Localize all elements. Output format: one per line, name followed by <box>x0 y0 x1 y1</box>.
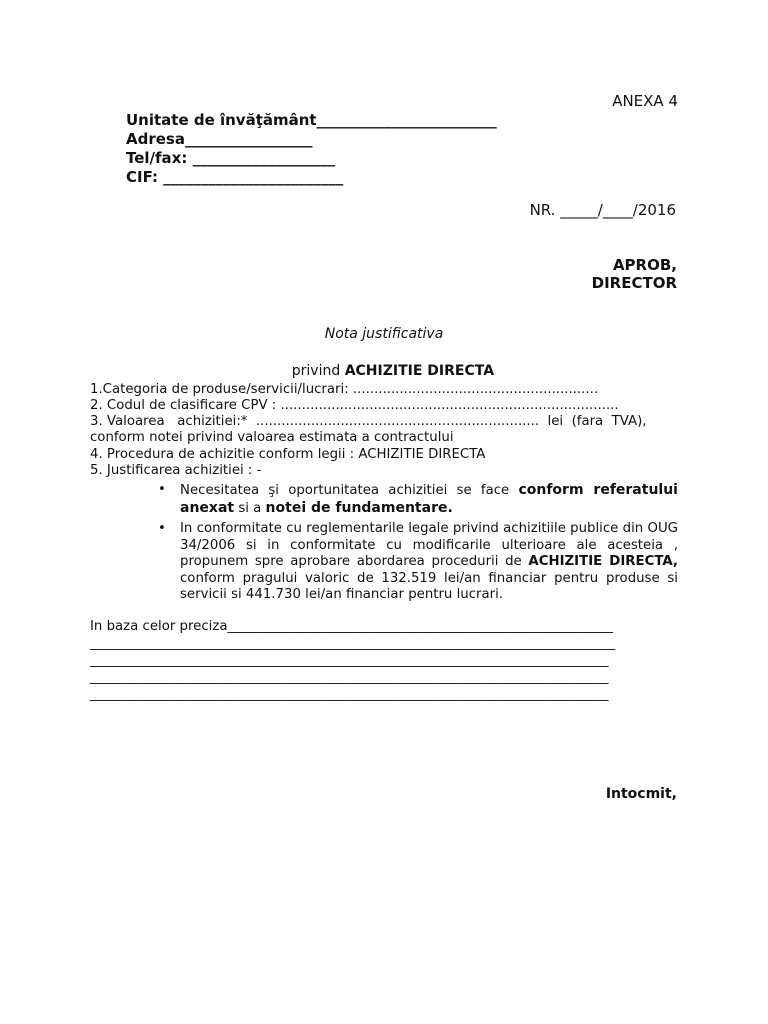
bullet-emphasis: ACHIZITIE DIRECTA, <box>528 554 678 569</box>
annex-label: ANEXA 4 <box>612 92 678 110</box>
cif-field: CIF: ________________________ <box>126 168 344 186</box>
registration-number: NR. _____/____/2016 <box>529 201 676 219</box>
phone-fax-field: Tel/fax: ___________________ <box>126 149 336 167</box>
field-procedure: 4. Procedura de achizitie conform legii : ACHIZITIE DIRECTA <box>90 447 486 462</box>
bullet-icon: • <box>158 521 166 536</box>
list-item <box>158 521 678 604</box>
basis-line: _______________________________________________________________________________ <box>90 636 616 651</box>
bullet-text: Necesitatea şi oportunitatea achizitiei se face <box>180 483 519 498</box>
subtitle-procedure: ACHIZITIE DIRECTA <box>344 363 495 379</box>
approval-label: APROB, <box>612 256 677 274</box>
field-acquisition-value-note: conform notei privind valoarea estimata a contractului <box>90 430 454 445</box>
address-field: Adresa_________________ <box>126 130 313 148</box>
bullet-emphasis: conform referatului anexat <box>180 482 678 516</box>
document-title: Nota justificativa <box>324 326 444 342</box>
prepared-by-label: Intocmit, <box>605 786 677 802</box>
school-unit-field: Unitate de învăţământ________________________ <box>126 111 497 129</box>
bullet-text: si a <box>234 500 266 516</box>
list-item <box>158 482 678 517</box>
field-acquisition-value: 3. Valoarea achizitiei:* ................................................................... lei (fara TVA), <box>90 414 647 429</box>
director-label: DIRECTOR <box>591 274 677 292</box>
field-cpv-code: 2. Codul de clasificare CPV : ................................................................................ <box>90 398 619 413</box>
basis-line: ______________________________________________________________________________ <box>90 687 609 702</box>
justification-list <box>158 482 678 608</box>
basis-line: ______________________________________________________________________________ <box>90 670 609 685</box>
bullet-text: In conformitate cu reglementarile legale privind achizitiile publice din OUG 34/2006 si in conformitate cu modificarile ulterioare ale acesteia , propunem spre aprobare abordarea procedurii de <box>180 521 678 569</box>
bullet-emphasis: notei de fundamentare. <box>265 499 453 516</box>
subtitle-prefix: privind <box>291 363 345 379</box>
field-justification: 5. Justificarea achizitiei : - <box>90 463 262 478</box>
bullet-text: conform pragului valoric de 132.519 lei/an financiar pentru produse si servicii si 441.730 lei/an financiar pentru lucrari. <box>180 570 678 602</box>
field-product-category: 1.Categoria de produse/servicii/lucrari: .......................................................... <box>90 382 599 397</box>
basis-line: In baza celor preciza__________________________________________________________ <box>90 619 614 634</box>
bullet-icon: • <box>158 482 166 497</box>
basis-line: ______________________________________________________________________________ <box>90 653 609 668</box>
